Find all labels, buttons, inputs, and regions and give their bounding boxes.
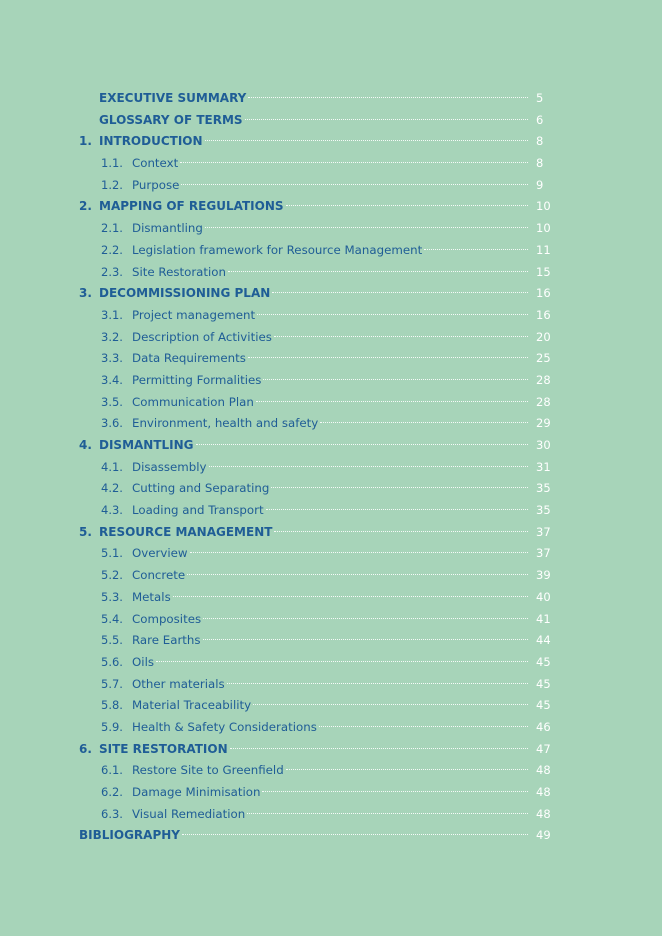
toc-entry-page-number: 35: [536, 481, 551, 496]
toc-entry-page-number: 15: [536, 264, 551, 279]
toc-entry-number: 5.9.: [101, 719, 123, 734]
toc-entry[interactable]: [0, 478, 662, 500]
toc-entry[interactable]: [0, 153, 662, 175]
toc-entry-label: [132, 218, 528, 240]
toc-entry-label: [132, 804, 528, 826]
toc-entry-label: [99, 196, 528, 218]
dotted-leader: [230, 748, 528, 749]
dotted-leader: [187, 574, 528, 575]
toc-entry-label: [99, 283, 528, 305]
toc-entry-label: [132, 305, 528, 327]
toc-entry-title: Material Traceability: [132, 698, 252, 713]
dotted-leader: [245, 119, 528, 120]
toc-entry[interactable]: [0, 609, 662, 631]
toc-entry[interactable]: [0, 110, 662, 132]
dotted-leader: [274, 336, 528, 337]
dotted-leader: [253, 704, 528, 705]
toc-entry-title: Communication Plan: [132, 394, 254, 409]
toc-entry-label: [132, 392, 528, 414]
dotted-leader: [274, 531, 528, 532]
toc-entry[interactable]: [0, 717, 662, 739]
toc-entry-number: 3.5.: [101, 394, 123, 409]
toc-entry-title: GLOSSARY OF TERMS: [99, 112, 243, 127]
dotted-leader: [286, 769, 528, 770]
toc-entry-page-number: 8: [536, 134, 544, 149]
toc-entry[interactable]: [0, 565, 662, 587]
dotted-leader: [263, 379, 528, 380]
toc-entry-page-number: 10: [536, 221, 551, 236]
toc-entry-label: [132, 630, 528, 652]
toc-entry[interactable]: [0, 88, 662, 110]
dotted-leader: [248, 357, 528, 358]
dotted-leader: [271, 487, 528, 488]
toc-entry[interactable]: [0, 392, 662, 414]
toc-entry-title: Damage Minimisation: [132, 785, 261, 799]
dotted-leader: [203, 618, 528, 619]
dotted-leader: [247, 813, 528, 814]
toc-entry-number: 3.2.: [101, 329, 123, 344]
toc-entry-label: [132, 695, 528, 717]
toc-entry-page-number: 37: [536, 546, 551, 561]
toc-entry-label: [132, 457, 528, 479]
toc-entry-number: 5.5.: [101, 633, 123, 648]
toc-entry-label: [132, 370, 528, 392]
toc-entry[interactable]: [0, 630, 662, 652]
toc-entry-label: [132, 153, 528, 175]
dotted-leader: [320, 422, 528, 423]
toc-entry-number: 5.6.: [101, 654, 123, 669]
toc-entry-page-number: 41: [536, 611, 551, 626]
dotted-leader: [180, 162, 528, 163]
toc-entry[interactable]: [0, 760, 662, 782]
toc-entry-title: Dismantling: [132, 221, 203, 236]
toc-entry-number: 5.4.: [101, 611, 123, 626]
toc-entry-label: [99, 435, 528, 457]
toc-entry-title: Context: [132, 156, 179, 171]
toc-entry-title: Site Restoration: [132, 264, 226, 279]
toc-entry-title: BIBLIOGRAPHY: [79, 828, 180, 843]
toc-entry-number: 5.8.: [101, 698, 123, 713]
toc-entry[interactable]: [0, 435, 662, 457]
dotted-leader: [205, 140, 528, 141]
toc-entry-page-number: 45: [536, 654, 551, 669]
toc-entry-title: Rare Earths: [132, 633, 201, 648]
toc-entry[interactable]: [0, 305, 662, 327]
toc-entry[interactable]: [0, 218, 662, 240]
toc-entry-title: Loading and Transport: [132, 503, 264, 518]
toc-entry[interactable]: [0, 825, 662, 847]
toc-entry-number: 3.: [79, 286, 92, 301]
toc-entry[interactable]: [0, 522, 662, 544]
toc-entry-title: Metals: [132, 589, 171, 604]
toc-entry-title: Permitting Formalities: [132, 372, 262, 387]
toc-entry-title: Overview: [132, 546, 188, 561]
toc-entry-label: [132, 565, 528, 587]
toc-entry-page-number: 11: [536, 242, 551, 257]
toc-entry-number: 2.1.: [101, 221, 123, 236]
dotted-leader: [257, 314, 528, 315]
toc-entry-page-number: 29: [536, 416, 551, 431]
toc-entry-label: [99, 522, 528, 544]
toc-entry[interactable]: [0, 804, 662, 826]
dotted-leader: [205, 227, 528, 228]
toc-entry-label: [132, 760, 528, 782]
toc-entry-label: [132, 652, 528, 674]
toc-entry-number: 4.: [79, 438, 92, 452]
toc-entry-label: [99, 131, 528, 153]
toc-entry-title: Description of Activities: [132, 329, 272, 344]
toc-entry-page-number: 44: [536, 633, 551, 648]
toc-entry-title: Data Requirements: [132, 351, 246, 366]
dotted-leader: [228, 271, 528, 272]
toc-entry-label: [132, 543, 528, 565]
dotted-leader: [262, 791, 528, 792]
toc-entry-label: [132, 717, 528, 739]
toc-entry-page-number: 48: [536, 763, 551, 778]
toc-entry[interactable]: [0, 240, 662, 262]
toc-entry-title: Restore Site to Greenfield: [132, 763, 284, 778]
toc-entry-label: [132, 500, 528, 522]
toc-entry-number: 1.2.: [101, 177, 123, 192]
dotted-leader: [272, 292, 528, 293]
toc-entry-page-number: 16: [536, 286, 551, 301]
dotted-leader: [196, 444, 528, 445]
toc-entry-label: [79, 825, 528, 847]
toc-entry-label: [132, 240, 528, 262]
toc-entry-number: 4.3.: [101, 503, 123, 518]
toc-entry[interactable]: [0, 674, 662, 696]
toc-entry[interactable]: [0, 413, 662, 435]
toc-entry-page-number: 49: [536, 828, 551, 843]
toc-entry-title: Legislation framework for Resource Management: [132, 242, 423, 257]
toc-entry-page-number: 46: [536, 719, 551, 734]
toc-entry-number: 5.1.: [101, 546, 123, 561]
toc-entry-page-number: 25: [536, 351, 551, 366]
toc-entry[interactable]: [0, 695, 662, 717]
toc-entry-number: 3.6.: [101, 416, 123, 431]
toc-entry-title: Oils: [132, 654, 154, 669]
toc-entry-label: [132, 262, 528, 284]
toc-entry-title: Concrete: [132, 568, 186, 583]
toc-entry[interactable]: [0, 283, 662, 305]
toc-entry-title: EXECUTIVE SUMMARY: [99, 91, 247, 105]
toc-entry-number: 5.2.: [101, 568, 123, 583]
toc-entry-page-number: 45: [536, 698, 551, 713]
toc-entry-page-number: 30: [536, 438, 551, 452]
toc-entry-number: 2.: [79, 199, 92, 214]
toc-entry-title: DISMANTLING: [99, 438, 194, 452]
toc-entry-number: 5.: [79, 524, 92, 539]
toc-entry-title: Health & Safety Considerations: [132, 719, 317, 734]
toc-entry[interactable]: [0, 131, 662, 153]
dotted-leader: [286, 205, 529, 206]
dotted-leader: [173, 596, 528, 597]
toc-entry-page-number: 28: [536, 372, 551, 387]
toc-entry-label: [99, 739, 528, 761]
toc-entry-title: SITE RESTORATION: [99, 741, 228, 756]
toc-entry-number: 2.2.: [101, 242, 123, 257]
dotted-leader: [424, 249, 528, 250]
toc-entry-title: Other materials: [132, 676, 225, 691]
toc-entry-label: [132, 674, 528, 696]
toc-entry-page-number: 35: [536, 503, 551, 518]
toc-entry-number: 6.2.: [101, 785, 123, 799]
toc-entry-title: MAPPING OF REGULATIONS: [99, 199, 284, 214]
dotted-leader: [319, 726, 528, 727]
toc-entry-label: [132, 348, 528, 370]
toc-entry-label: [99, 88, 528, 110]
toc-entry-page-number: 28: [536, 394, 551, 409]
dotted-leader: [182, 834, 528, 835]
toc-entry-page-number: 16: [536, 307, 551, 322]
toc-entry-page-number: 10: [536, 199, 551, 214]
toc-entry-title: Composites: [132, 611, 202, 626]
toc-entry-page-number: 31: [536, 459, 551, 474]
toc-entry[interactable]: [0, 327, 662, 349]
toc-entry-number: 5.7.: [101, 676, 123, 691]
toc-entry-number: 1.1.: [101, 156, 123, 171]
toc-entry[interactable]: [0, 457, 662, 479]
dotted-leader: [190, 552, 528, 553]
toc-entry-title: DECOMMISSIONING PLAN: [99, 286, 271, 301]
toc-entry-number: 6.1.: [101, 763, 123, 778]
toc-entry-label: [132, 609, 528, 631]
toc-entry-page-number: 20: [536, 329, 551, 344]
toc-entry[interactable]: [0, 739, 662, 761]
toc-entry-label: [132, 327, 528, 349]
dotted-leader: [227, 683, 528, 684]
toc-entry[interactable]: [0, 500, 662, 522]
toc-entry-number: 3.1.: [101, 307, 123, 322]
toc-entry-page-number: 5: [536, 91, 544, 105]
toc-entry-label: [132, 782, 528, 804]
toc-entry-page-number: 48: [536, 806, 551, 821]
toc-entry-title: INTRODUCTION: [99, 134, 203, 149]
toc-entry-number: 6.: [79, 741, 92, 756]
toc-entry-number: 4.1.: [101, 459, 123, 474]
toc-entry-title: Project management: [132, 307, 256, 322]
dotted-leader: [156, 661, 528, 662]
toc-entry[interactable]: [0, 175, 662, 197]
toc-entry-page-number: 45: [536, 676, 551, 691]
toc-entry[interactable]: [0, 782, 662, 804]
toc-entry-number: 2.3.: [101, 264, 123, 279]
toc-entry-page-number: 8: [536, 156, 544, 171]
toc-entry-number: 3.3.: [101, 351, 123, 366]
toc-entry-page-number: 6: [536, 112, 544, 127]
toc-entry-page-number: 48: [536, 785, 551, 799]
toc-entry[interactable]: [0, 587, 662, 609]
toc-entry[interactable]: [0, 543, 662, 565]
dotted-leader: [203, 639, 528, 640]
toc-entry-number: 5.3.: [101, 589, 123, 604]
toc-entry-number: 1.: [79, 134, 92, 149]
dotted-leader: [256, 401, 528, 402]
toc-entry-label: [132, 175, 528, 197]
toc-entry-label: [132, 478, 528, 500]
toc-entry-page-number: 39: [536, 568, 551, 583]
toc-entry-title: RESOURCE MANAGEMENT: [99, 524, 273, 539]
toc-entry[interactable]: [0, 348, 662, 370]
dotted-leader: [181, 184, 528, 185]
dotted-leader: [248, 97, 528, 98]
toc-entry-title: Cutting and Separating: [132, 481, 270, 496]
dotted-leader: [209, 466, 528, 467]
toc-entry-title: Environment, health and safety: [132, 416, 319, 431]
toc-entry-page-number: 9: [536, 177, 544, 192]
table-of-contents: [0, 88, 662, 847]
toc-entry-page-number: 37: [536, 524, 551, 539]
toc-entry-label: [132, 587, 528, 609]
toc-entry[interactable]: [0, 370, 662, 392]
dotted-leader: [266, 509, 528, 510]
toc-entry-title: Visual Remediation: [132, 806, 246, 821]
toc-entry[interactable]: [0, 262, 662, 284]
toc-entry-number: 6.3.: [101, 806, 123, 821]
toc-entry-page-number: 40: [536, 589, 551, 604]
toc-entry[interactable]: [0, 196, 662, 218]
toc-entry[interactable]: [0, 652, 662, 674]
toc-entry-title: Purpose: [132, 177, 180, 192]
toc-entry-label: [99, 110, 528, 132]
toc-entry-page-number: 47: [536, 741, 551, 756]
toc-entry-number: 4.2.: [101, 481, 123, 496]
toc-entry-number: 3.4.: [101, 372, 123, 387]
toc-entry-title: Disassembly: [132, 459, 207, 474]
toc-entry-label: [132, 413, 528, 435]
